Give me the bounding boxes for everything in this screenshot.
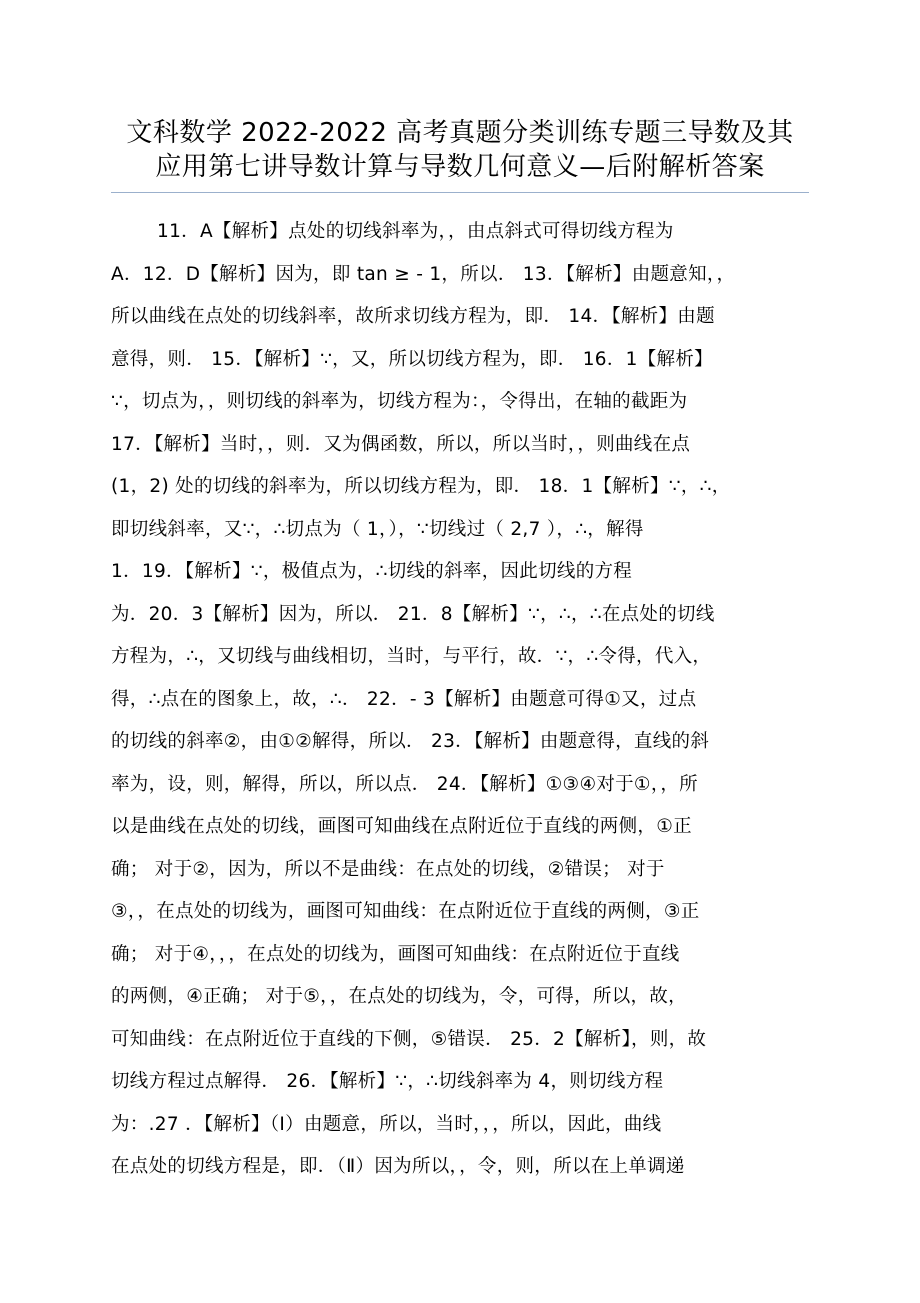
title-line-2: 应用第七讲导数计算与导数几何意义—后附解析答案 [155,152,765,182]
text-line: 17．【解析】当时，，则．又为偶函数，所以，所以当时，，则曲线在点 [111,433,691,455]
text-line: 的两侧，④正确； 对于⑤，，在点处的切线为，令，可得，所以，故， [111,986,687,1007]
text-line: 以是曲线在点处的切线，画图可知曲线在点附近位于直线的两侧，①正 [111,816,692,837]
text-line: 为：.27 ．【解析】（Ⅰ）由题意，所以，当时，，，所以，因此，曲线 [111,1113,662,1135]
text-line: 切线方程过点解得． 26．【解析】∵，∴切线斜率为 4，则切线方程 [111,1071,664,1092]
text-line: 方程为，∴，又切线与曲线相切，当时，与平行，故．∵，∴令得，代入， [111,646,712,667]
text-line: ③，，在点处的切线为，画图可知曲线：在点附近位于直线的两侧，③正 [111,901,700,922]
text-line: 确； 对于②，因为，所以不是曲线：在点处的切线，②错误； 对于 [111,858,665,880]
text-line: A．12．D【解析】因为，即 tan ≥ - 1，所以． 13．【解析】由题意知，， [111,263,736,285]
text-line: 所以曲线在点处的切线斜率，故所求切线方程为，即． 14．【解析】由题 [111,306,715,327]
title-divider [111,192,809,193]
document-title [0,116,920,184]
text-line: ∵，切点为，，则切线的斜率为，切线方程为：，令得出，在轴的截距为 [111,391,688,412]
text-line: 意得，则． 15．【解析】∵，又，所以切线方程为，即． 16．1【解析】 [111,348,713,370]
text-line: 1．19．【解析】∵，极值点为，∴切线的斜率，因此切线的方程 [111,561,633,582]
text-line: 为．20．3【解析】因为，所以． 21．8【解析】∵，∴，∴在点处的切线 [111,603,715,625]
text-line: 11．A【解析】点处的切线斜率为，，由点斜式可得切线方程为 [157,221,674,242]
text-line: 在点处的切线方程是，即．（Ⅱ）因为所以，，令，则，所以在上单调递 [111,1156,685,1177]
title-line-1: 文科数学 2022-2022 高考真题分类训练专题三导数及其 [126,118,794,148]
solution-text [111,218,831,1196]
text-line: 即切线斜率，又∵，∴切点为（ 1，），∵切线过（ 2,7 ），∴，解得 [111,518,644,540]
text-line: 可知曲线：在点附近位于直线的下侧，⑤错误． 25．2【解析】，则，故 [111,1028,707,1050]
text-line: 确； 对于④，，，在点处的切线为，画图可知曲线：在点附近位于直线 [111,943,680,965]
text-line: 率为，设，则，解得，所以，所以点． 24．【解析】①③④对于①，，所 [111,773,698,795]
text-line: 得，∴点在的图象上，故，∴． 22．- 3【解析】由题意可得①又，过点 [111,688,697,710]
text-line: (1，2) 处的切线的斜率为，所以切线方程为，即． 18．1【解析】∵，∴， [111,476,731,497]
text-line: 的切线的斜率②，由①②解得，所以． 23．【解析】由题意得，直线的斜 [111,731,710,752]
